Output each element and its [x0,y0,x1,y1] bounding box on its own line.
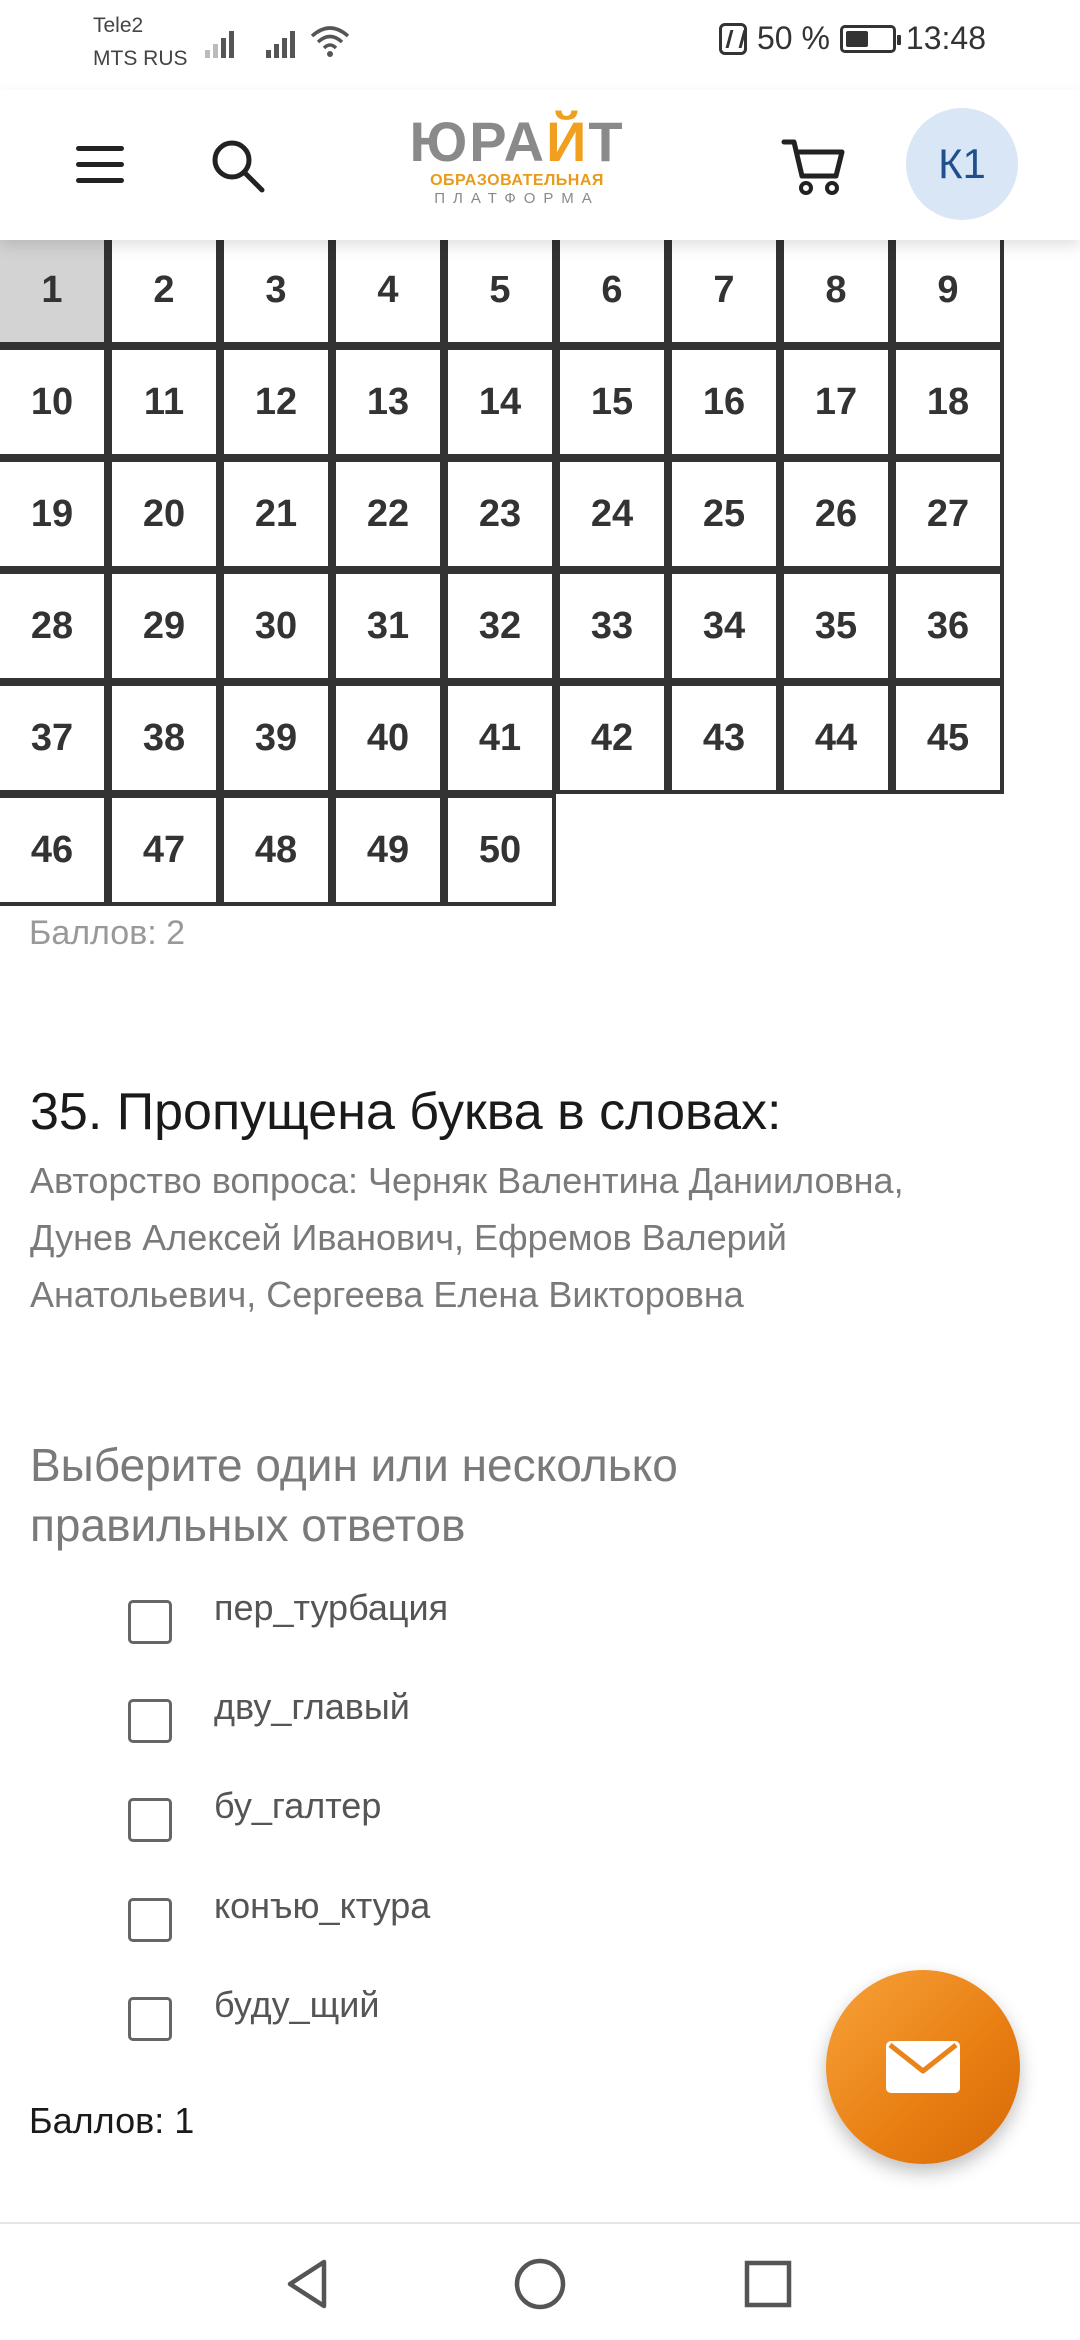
question-number-cell[interactable]: 30 [220,570,332,682]
answer-option[interactable] [128,1685,828,1745]
answer-option-label: буду_щий [214,1984,380,2025]
question-number-cell[interactable]: 22 [332,458,444,570]
logo-tagline-2: ПЛАТФОРМА [434,190,600,207]
cart-icon[interactable] [780,132,850,202]
question-number-cell[interactable]: 1 [0,234,108,346]
question-title: 35. Пропущена буква в словах: [30,1083,782,1141]
logo-wordmark: ЮРАЙТ [409,110,625,173]
signal-icon [266,28,295,58]
question-number-cell[interactable]: 23 [444,458,556,570]
carrier-label-1: Tele2 [93,14,144,37]
question-number-cell[interactable]: 11 [108,346,220,458]
question-number-cell[interactable]: 7 [668,234,780,346]
question-number-cell[interactable]: 2 [108,234,220,346]
battery-icon [840,25,896,53]
question-number-cell[interactable]: 24 [556,458,668,570]
menu-icon[interactable] [72,142,128,188]
question-number-cell[interactable]: 15 [556,346,668,458]
question-number-cell[interactable]: 4 [332,234,444,346]
carrier-label-2: MTS RUS [93,47,188,70]
question-number-cell[interactable]: 49 [332,794,444,906]
question-number-cell[interactable]: 27 [892,458,1004,570]
question-number-cell[interactable]: 46 [0,794,108,906]
question-number-cell[interactable]: 35 [780,570,892,682]
clock: 13:48 [905,20,986,56]
yurait-logo[interactable] [402,112,632,212]
question-number-cell[interactable]: 9 [892,234,1004,346]
search-icon[interactable] [206,134,270,198]
answer-checkbox[interactable] [128,1600,172,1644]
feedback-mail-button[interactable] [826,1970,1020,2164]
question-number-cell[interactable]: 39 [220,682,332,794]
question-number-cell[interactable]: 29 [108,570,220,682]
answer-option-label: пер_турбация [214,1587,449,1628]
question-number-cell[interactable]: 43 [668,682,780,794]
question-number-cell[interactable]: 18 [892,346,1004,458]
question-number-cell[interactable]: 6 [556,234,668,346]
avatar[interactable]: К1 [906,108,1018,220]
question-number-cell[interactable]: 8 [780,234,892,346]
wifi-icon [310,24,350,60]
question-number-cell[interactable]: 40 [332,682,444,794]
answer-checkbox[interactable] [128,1798,172,1842]
system-nav-bar [0,2222,1080,2340]
answer-option[interactable] [128,1586,828,1646]
answer-checkbox[interactable] [128,1898,172,1942]
question-number-cell[interactable]: 37 [0,682,108,794]
question-number-cell[interactable]: 31 [332,570,444,682]
question-score: Баллов: 1 [29,2100,195,2141]
question-instruction: Выберите один или несколько правильных ответов [30,1439,678,1551]
question-number-cell[interactable]: 25 [668,458,780,570]
question-number-cell[interactable]: 44 [780,682,892,794]
answer-option-label: дву_главый [214,1686,410,1727]
answer-option-label: конъю_ктура [214,1885,431,1926]
question-number-cell[interactable]: 16 [668,346,780,458]
question-number-cell[interactable]: 34 [668,570,780,682]
answer-option[interactable] [128,1784,828,1844]
nfc-icon [719,23,747,55]
question-number-cell[interactable]: 33 [556,570,668,682]
question-number-cell[interactable]: 47 [108,794,220,906]
question-number-cell[interactable]: 45 [892,682,1004,794]
question-number-cell[interactable]: 41 [444,682,556,794]
question-number-cell[interactable]: 28 [0,570,108,682]
question-number-cell[interactable]: 17 [780,346,892,458]
back-icon[interactable] [278,2254,338,2314]
question-number-cell[interactable]: 32 [444,570,556,682]
answer-option[interactable] [128,1884,828,1944]
question-number-cell[interactable]: 14 [444,346,556,458]
answer-checkbox[interactable] [128,1997,172,2041]
question-author: Авторство вопроса: Черняк Валентина Данииловна, Дунев Алексей Иванович, Ефремов Валерий Анатольевич, Сергеева Елена Викторовна [30,1160,904,1315]
question-number-cell[interactable]: 5 [444,234,556,346]
question-number-cell[interactable]: 21 [220,458,332,570]
question-number-cell[interactable]: 48 [220,794,332,906]
status-indicators [719,20,986,57]
question-number-cell[interactable]: 3 [220,234,332,346]
answer-option[interactable] [128,1983,828,2043]
question-number-cell[interactable]: 42 [556,682,668,794]
status-bar [0,0,1080,90]
signal-icon [205,28,234,58]
answer-option-label: бу_галтер [214,1785,382,1826]
question-number-cell[interactable]: 36 [892,570,1004,682]
question-number-cell[interactable]: 19 [0,458,108,570]
app-header [0,90,1080,240]
question-number-cell[interactable]: 50 [444,794,556,906]
mail-icon [884,2039,962,2095]
answer-checkbox[interactable] [128,1699,172,1743]
previous-question-score: Баллов: 2 [29,914,186,952]
question-number-cell[interactable]: 26 [780,458,892,570]
question-number-cell[interactable]: 13 [332,346,444,458]
question-number-cell[interactable]: 12 [220,346,332,458]
question-number-cell[interactable]: 20 [108,458,220,570]
recents-icon[interactable] [738,2254,798,2314]
question-number-cell[interactable]: 10 [0,346,108,458]
logo-tagline-1: ОБРАЗОВАТЕЛЬНАЯ [430,172,604,189]
battery-percent: 50 % [756,20,830,56]
question-number-cell[interactable]: 38 [108,682,220,794]
home-icon[interactable] [510,2254,570,2314]
